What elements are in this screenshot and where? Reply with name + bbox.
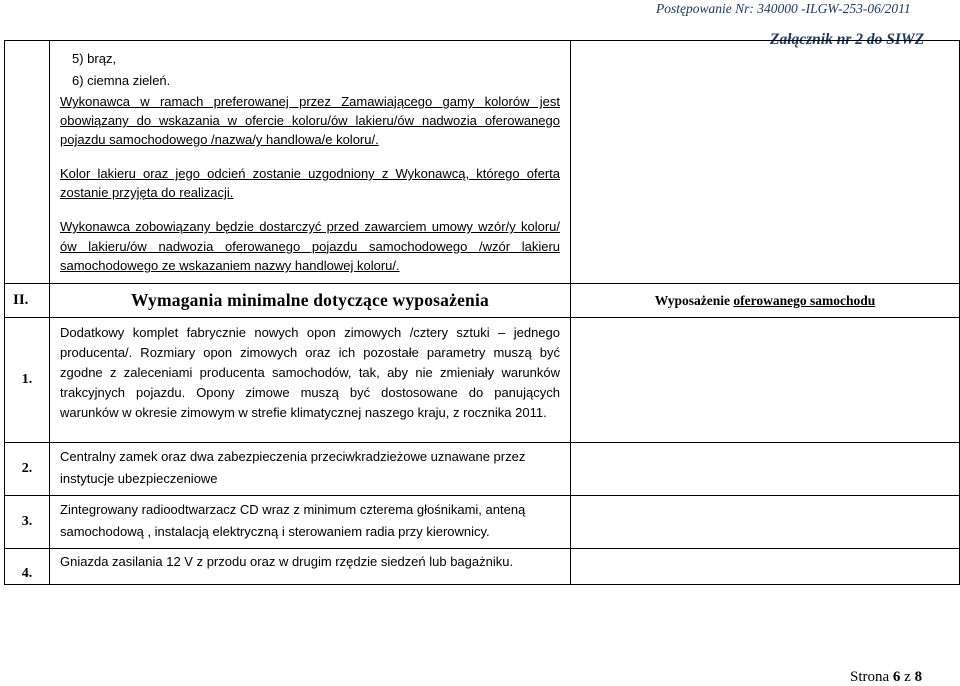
page-separator: z — [900, 669, 915, 685]
table-row — [5, 318, 960, 443]
color-right-cell — [571, 41, 960, 284]
current-page: 6 — [892, 669, 901, 685]
requirement-text: Gniazda zasilania 12 V z przodu oraz w drugim rzędzie siedzeń lub bagażniku. — [50, 549, 571, 585]
color-num-cell — [5, 41, 50, 284]
section-header-row — [5, 284, 960, 318]
row-number: 1. — [5, 318, 50, 443]
page-prefix: Strona — [850, 669, 893, 685]
section-title: Wymagania minimalne dotyczące wyposażenia — [50, 284, 571, 318]
table-row — [5, 496, 960, 549]
color-selection-paragraph: Wykonawca w ramach preferowanej przez Zamawiającego gamy kolorów jest obowiązany do wskazania w ofercie koloru/ów lakieru/ów nadwozia oferowanego pojazdu samochodowego /nazwa/y handlowa/e koloru/. — [60, 94, 560, 147]
requirement-text: Dodatkowy komplet fabrycznie nowych opon zimowych /cztery sztuki – jednego producenta/. Rozmiary opon zimowych oraz ich pozostałe parametry muszą być zgodne z zaleceniami producenta samochodów, tak, aby nie zmieniały warunków trakcyjnych pojazdu. Opony zimowe muszą być dostosowane do panujących warunków w okresie zimowym w strefie klimatycznej naszego kraju, z rocznika 2011. — [50, 318, 571, 443]
requirements-table — [4, 40, 960, 585]
equipment-header-prefix: Wyposażenie — [654, 292, 734, 308]
color-requirements-cell — [50, 41, 571, 284]
equipment-header-underlined: oferowanego samochodu — [733, 292, 876, 308]
section-number: II. — [5, 284, 50, 318]
row-number: 4. — [5, 549, 50, 585]
offer-cell — [571, 549, 960, 585]
color-sample-paragraph: Wykonawca zobowiązany będzie dostarczyć przed zawarciem umowy wzór/y koloru/ów lakieru/ów nadwozia oferowanego pojazdu samochodowego /wzór lakieru samochodowego ze wskazaniem nazwy handlowej koloru/. — [60, 219, 560, 273]
offer-cell — [571, 443, 960, 496]
offer-cell — [571, 318, 960, 443]
row-number: 2. — [5, 443, 50, 496]
requirement-text: Centralny zamek oraz dwa zabezpieczenia przeciwkradzieżowe uznawane przez instytucje ubezpieczeniowe — [50, 443, 571, 496]
attachment-label: Załącznik nr 2 do SIWZ — [770, 31, 925, 48]
requirement-text: Zintegrowany radioodtwarzacz CD wraz z minimum czterema głośnikami, anteną samochodową , instalacją elektryczną i sterowaniem radia przy kierownicy. — [50, 496, 571, 549]
list-item: 5) brąz, — [72, 51, 117, 66]
procedure-number: Postępowanie Nr: 340000 -ILGW-253-06/2011 — [656, 1, 911, 16]
page-number — [850, 669, 922, 686]
table-row — [5, 443, 960, 496]
list-item: 6) ciemna zieleń. — [72, 73, 171, 88]
row-number: 3. — [5, 496, 50, 549]
total-pages: 8 — [914, 669, 923, 685]
color-requirements-row — [5, 41, 960, 284]
color-agreement-paragraph: Kolor lakieru oraz jego odcień zostanie uzgodniony z Wykonawcą, którego oferta zostanie przyjęta do realizacji. — [60, 166, 560, 200]
offer-cell — [571, 496, 960, 549]
equipment-offered-header — [571, 284, 960, 318]
table-row — [5, 549, 960, 585]
